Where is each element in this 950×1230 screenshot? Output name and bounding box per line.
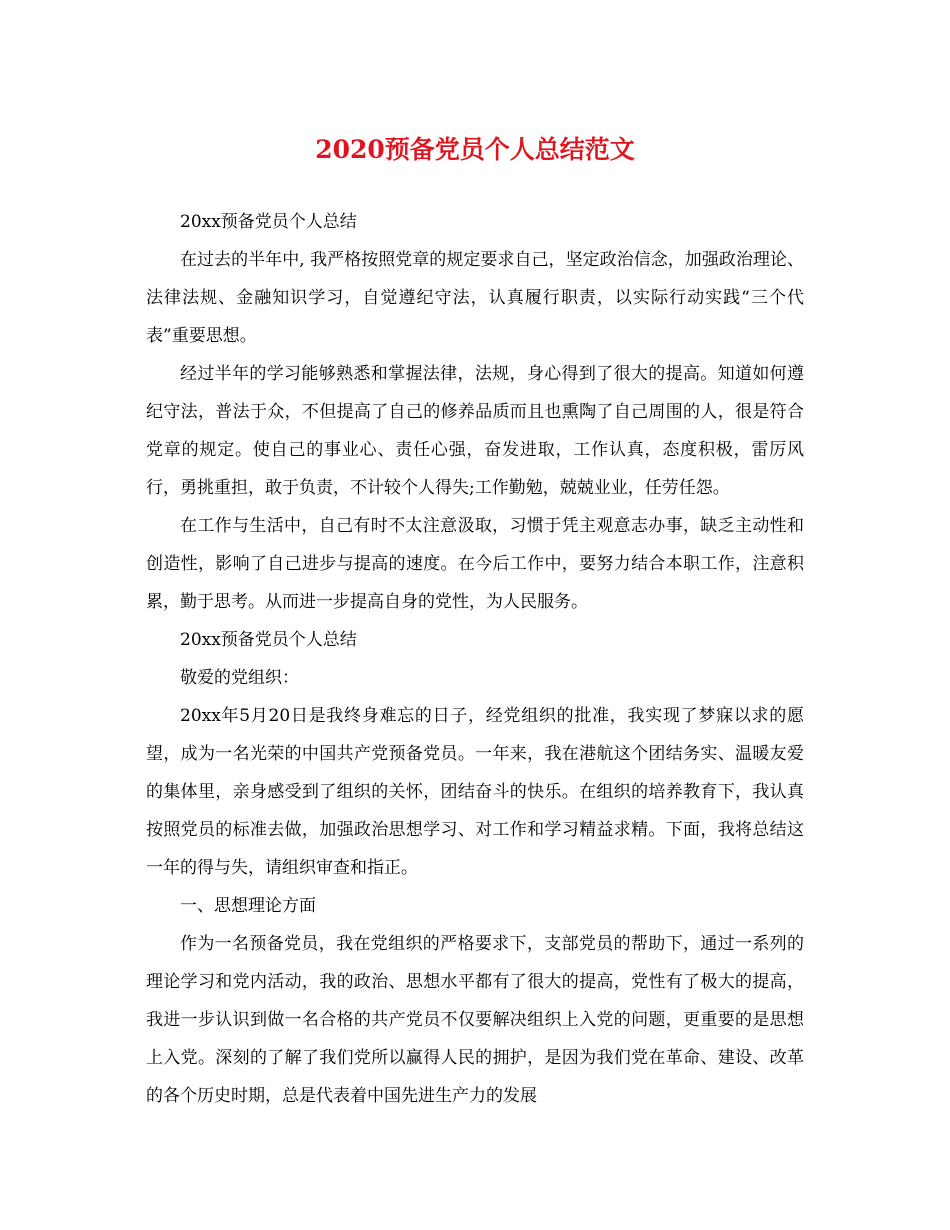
paragraph-heading-1: 20xx预备党员个人总结 (180, 212, 357, 232)
document-title: 2020预备党员个人总结范文 (315, 135, 635, 164)
section-heading: 一、思想理论方面 (180, 896, 316, 916)
paragraph: 在过去的半年中, 我严格按照党章的规定要求自己，坚定政治信念，加强政治理论、法律法规、金融知识学习，自觉遵纪守法，认真履行职责，以实际行动实践“三个代表”重要思想。 (146, 250, 804, 346)
paragraph: 作为一名预备党员，我在党组织的严格要求下，支部党员的帮助下，通过一系列的理论学习和党内活动，我的政治、思想水平都有了很大的提高，党性有了极大的提高，我进一步认识到做一名合格的共产党员不仅要解决组织上入党的问题，更重要的是思想上入党。深刻的了解了我们党所以赢得人民的拥护，是因为我们党在革命、建设、改革的各个历史时期，总是代表着中国先进生产力的发展 (146, 934, 804, 1106)
paragraph-heading-2: 20xx预备党员个人总结 (180, 630, 357, 650)
salutation: 敬爱的党组织： (180, 668, 299, 688)
paragraph: 经过半年的学习能够熟悉和掌握法律，法规，身心得到了很大的提高。知道如何遵纪守法，普法于众，不但提高了自己的修养品质而且也熏陶了自己周围的人，很是符合党章的规定。使自己的事业心、责任心强，奋发进取，工作认真，态度积极，雷厉风行，勇挑重担，敢于负责，不计较个人得失;工作勤勉，兢兢业业，任劳任怨。 (146, 364, 804, 498)
paragraph: 20xx年5月20日是我终身难忘的日子，经党组织的批准，我实现了梦寐以求的愿望，成为一名光荣的中国共产党预备党员。一年来，我在港航这个团结务实、温暖友爱的集体里，亲身感受到了组织的关怀，团结奋斗的快乐。在组织的培养教育下，我认真按照党员的标准去做，加强政治思想学习、对工作和学习精益求精。下面，我将总结这一年的得与失，请组织审查和指正。 (146, 706, 804, 878)
paragraph: 在工作与生活中，自己有时不太注意汲取，习惯于凭主观意志办事，缺乏主动性和创造性，影响了自己进步与提高的速度。在今后工作中，要努力结合本职工作，注意积累，勤于思考。从而进一步提高自身的党性，为人民服务。 (146, 516, 804, 612)
document-body (146, 203, 804, 1115)
